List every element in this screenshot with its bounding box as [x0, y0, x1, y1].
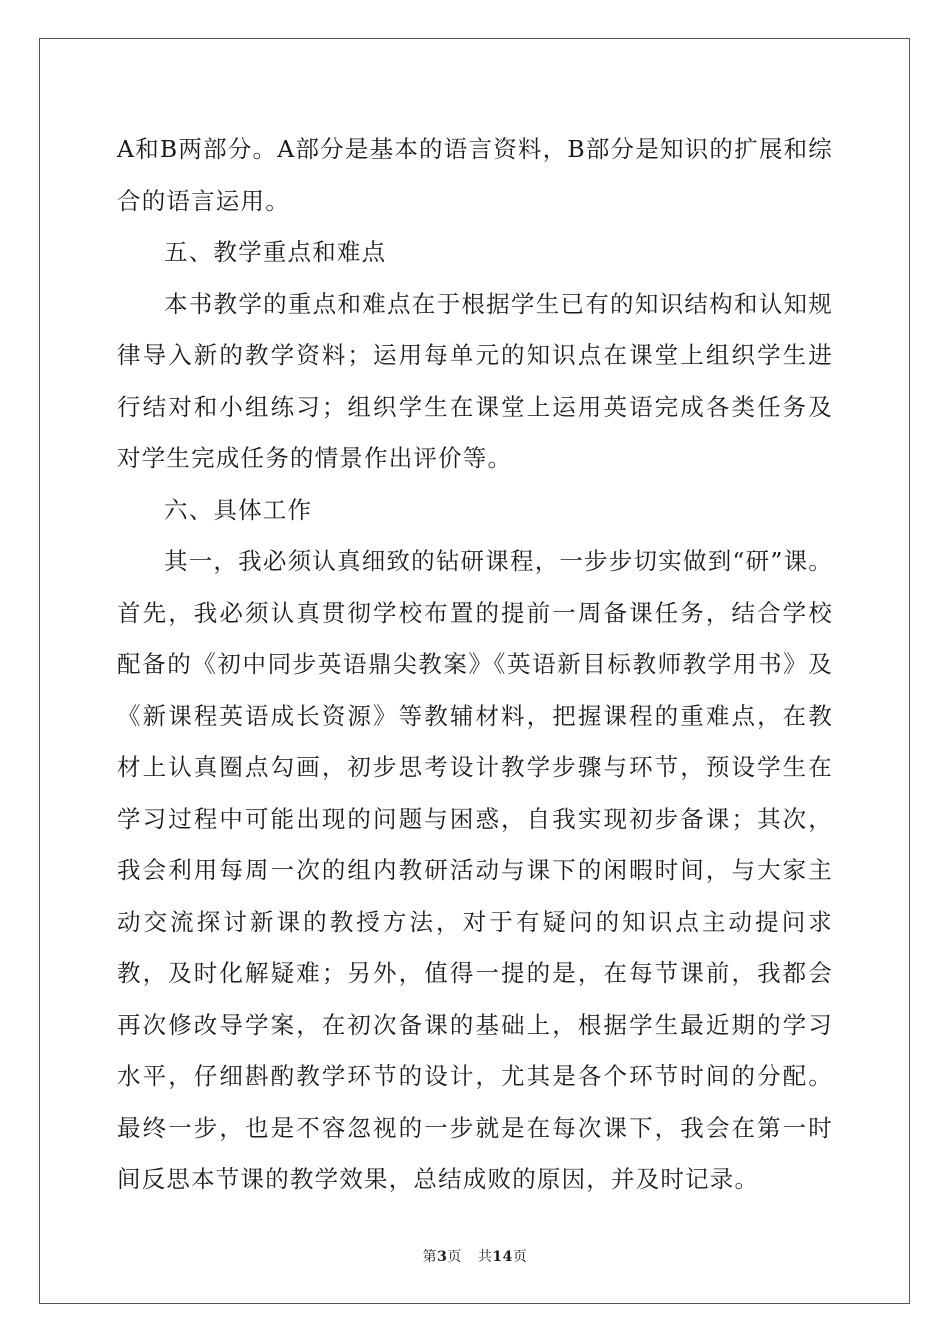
section-heading-5: 五、教学重点和难点	[164, 238, 387, 266]
total-suffix: 页	[512, 1249, 528, 1265]
section-heading-6: 六、具体工作	[164, 495, 313, 524]
page-suffix: 页	[447, 1249, 462, 1265]
document-body	[117, 124, 833, 1206]
page-prefix: 第	[422, 1249, 438, 1265]
paragraph-3: 其一，我必须认真细致的钻研课程，一步步切实做到“研”课。首先，我必须认真贯彻学校布置的提前一周备课任务，结合学校配备的《初中同步英语鼎尖教案》《英语新目标教师教学用书》及《新课程英语成长资源》等教辅材料，把握课程的重难点，在教材上认真圈点勾画，初步思考设计教学步骤与环节，预设学生在学习过程中可能出现的问题与困惑，自我实现初步备课；其次，我会利用每周一次的组内教研活动与课下的闲暇时间，与大家主动交流探讨新课的教授方法，对于有疑问的知识点主动提问求教，及时化解疑难；另外，值得一提的是，在每节课前，我都会再次修改导学案，在初次备课的基础上，根据学生最近期的学习水平，仔细斟酌教学环节的设计，尤其是各个环节时间的分配。最终一步，也是不容忽视的一步就是在每次课下，我会在第一时间反思本节课的教学效果，总结成败的原因，并及时记录。	[117, 547, 833, 1193]
page-footer	[0, 1246, 950, 1266]
paragraph-2: 本书教学的重点和难点在于根据学生已有的知识结构和认知规律导入新的教学资料；运用每单元的知识点在课堂上组织学生进行结对和小组练习；组织学生在课堂上运用英语完成各类任务及对学生完成任务的情景作出评价等。	[117, 289, 833, 472]
page-number: 3	[437, 1249, 448, 1265]
total-pages: 14	[492, 1249, 513, 1265]
paragraph-1: A和B两部分。A部分是基本的语言资料，B部分是知识的扩展和综合的语言运用。	[117, 135, 833, 215]
total-prefix: 共	[477, 1249, 493, 1265]
